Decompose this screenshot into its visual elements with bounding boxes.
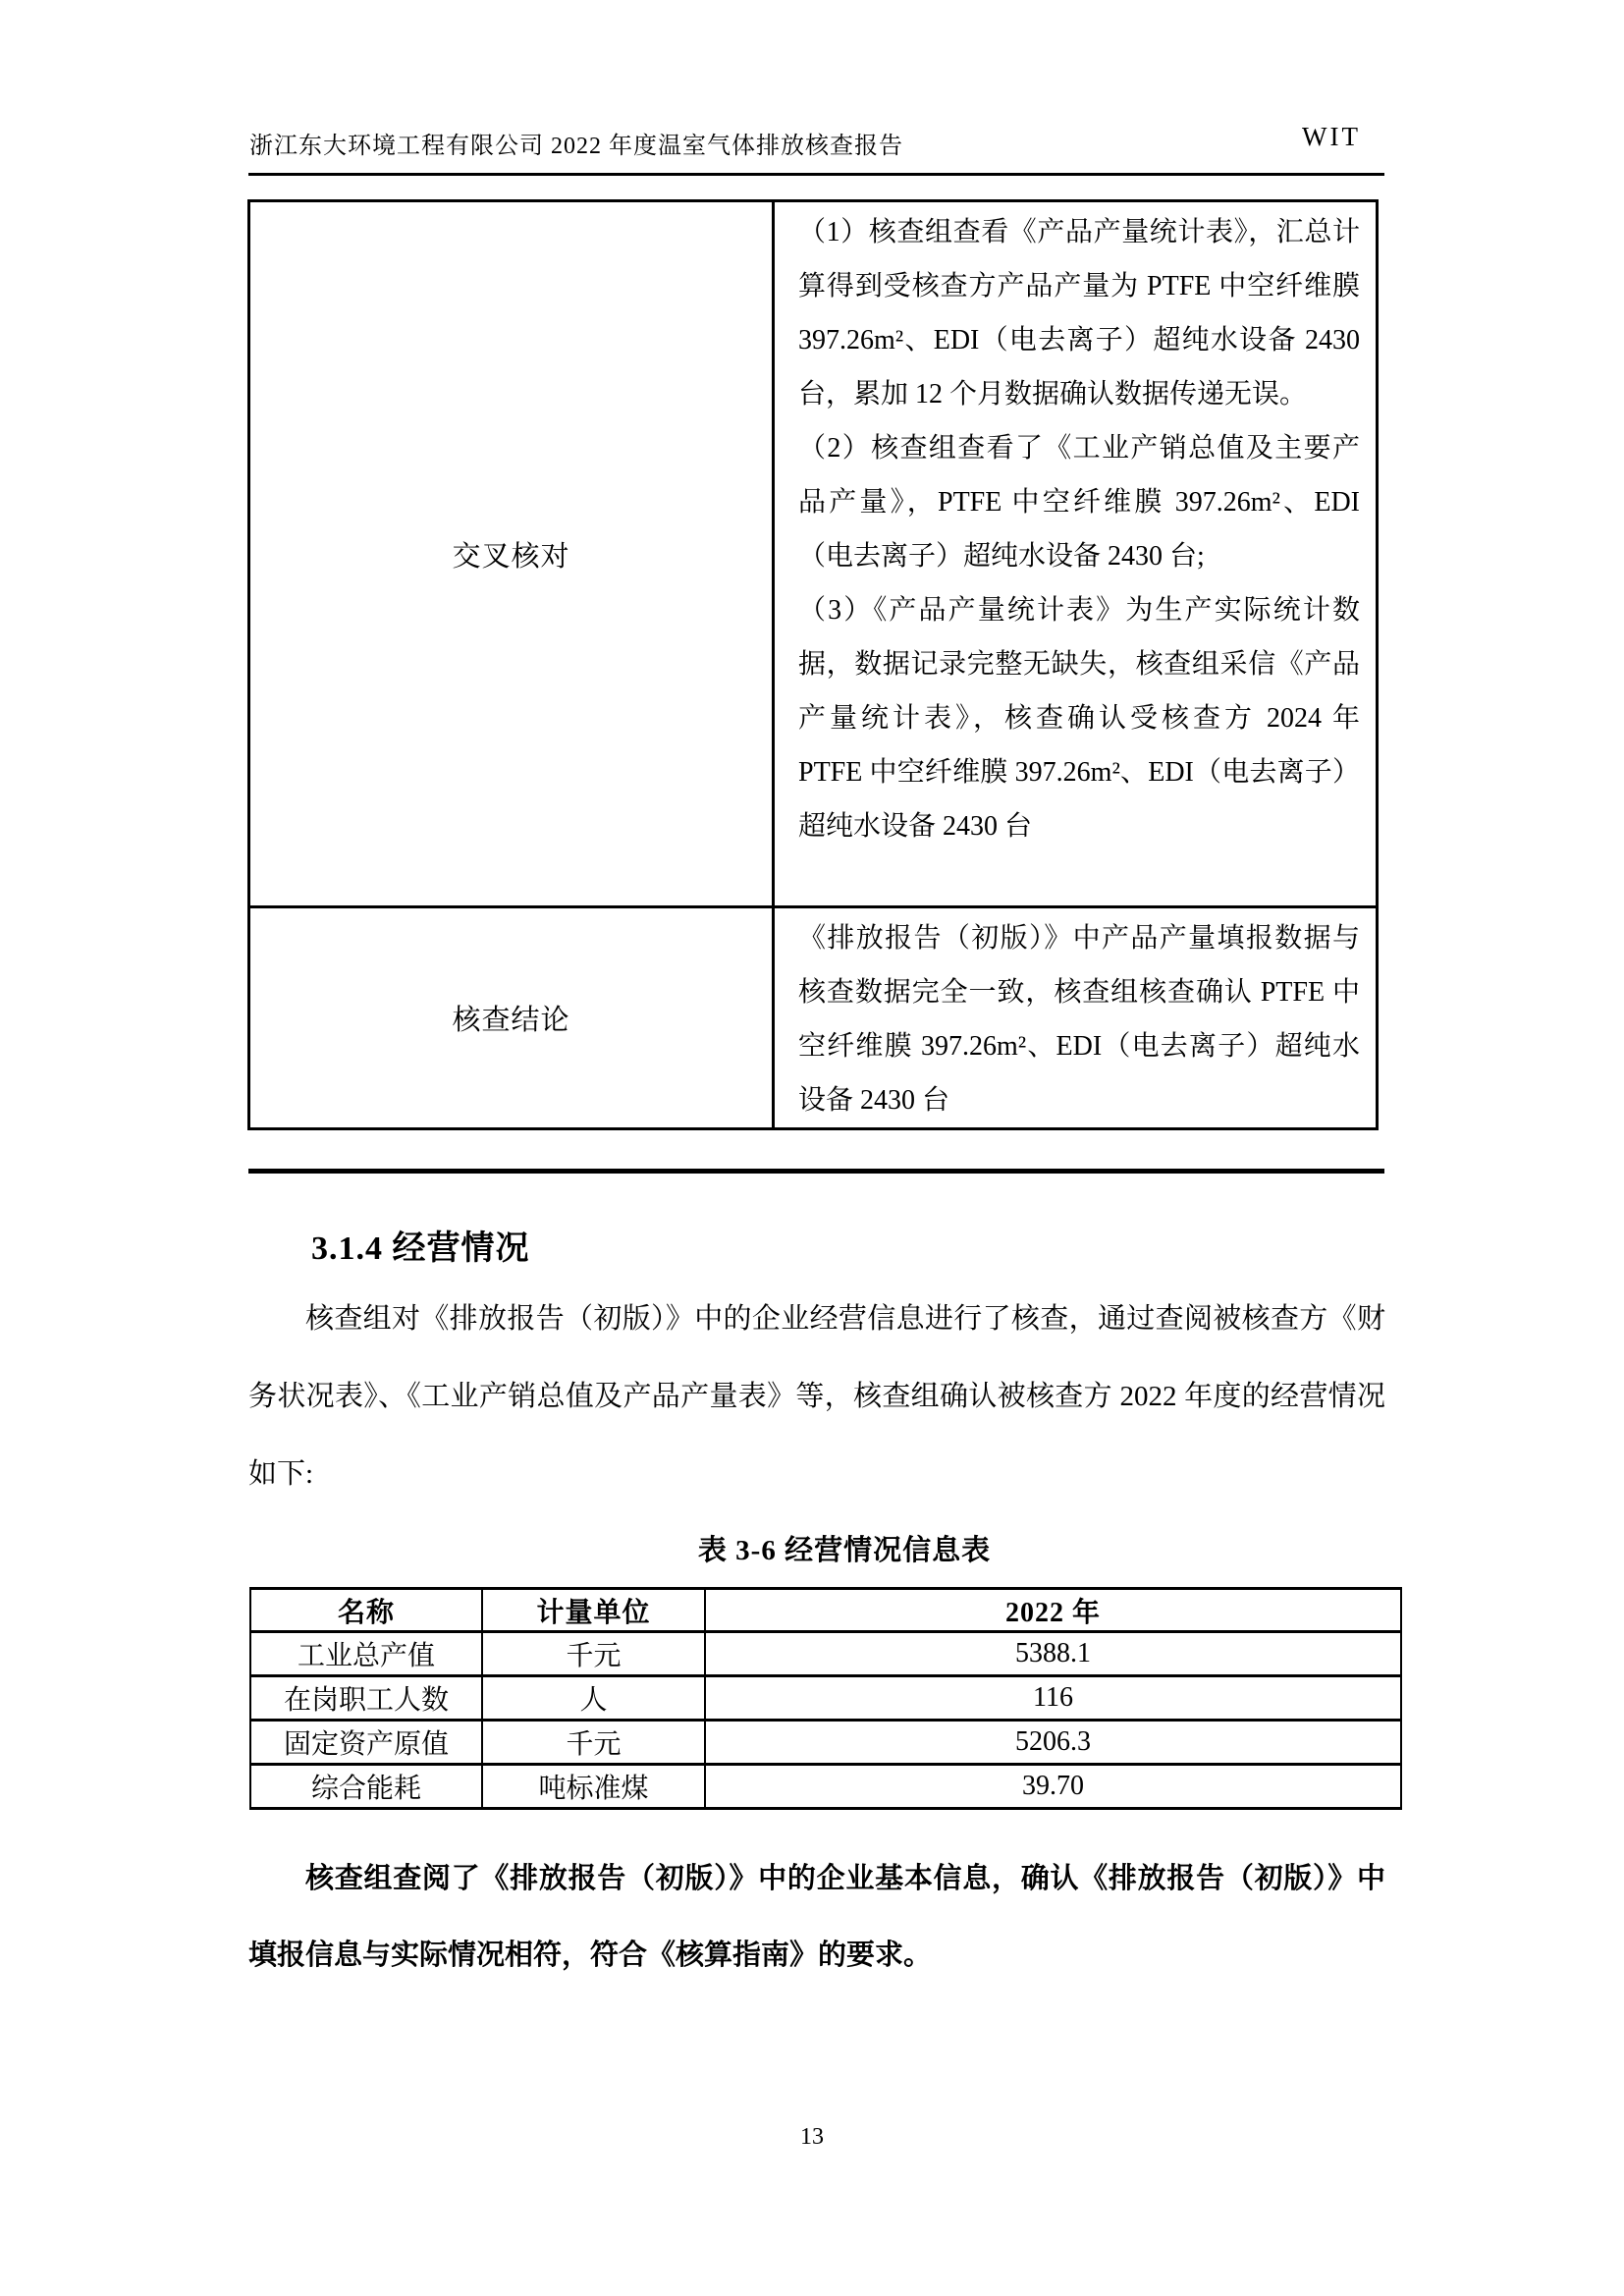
cell-value: 5388.1	[705, 1632, 1401, 1676]
cell-name: 在岗职工人数	[250, 1676, 482, 1721]
cell-value: 5206.3	[705, 1721, 1401, 1765]
table-row-cross-check	[249, 201, 1378, 907]
cell-value: 116	[705, 1676, 1401, 1721]
section-heading: 3.1.4 经营情况	[311, 1230, 530, 1267]
cell-name: 固定资产原值	[250, 1721, 482, 1765]
cell-name: 综合能耗	[250, 1765, 482, 1809]
table-row-employees	[250, 1676, 1401, 1721]
section-divider	[248, 1169, 1384, 1174]
cell-unit: 千元	[482, 1632, 705, 1676]
cell-value: 39.70	[705, 1765, 1401, 1809]
page-number: 13	[800, 2124, 824, 2150]
cross-check-paragraph-1: （1）核查组查看《产品产量统计表》，汇总计算得到受核查方产品产量为 PTFE 中空纤维膜 397.26m²、EDI（电去离子）超纯水设备 2430 台，累加 12 个月数据确认数据传递无误。	[798, 217, 1360, 410]
table-3-6-caption: 表 3-6 经营情况信息表	[697, 1535, 992, 1566]
conclusion-content-cell	[774, 907, 1378, 1129]
cross-check-content-cell	[774, 201, 1378, 907]
report-header-title: 浙江东大环境工程有限公司 2022 年度温室气体排放核查报告	[249, 134, 903, 159]
cross-check-paragraph-2: （2）核查组查看了《工业产销总值及主要产品产量》，PTFE 中空纤维膜 397.26m²、EDI（电去离子）超纯水设备 2430 台;	[798, 433, 1360, 572]
table-row-energy-consumption	[250, 1765, 1401, 1809]
cell-unit: 吨标准煤	[482, 1765, 705, 1809]
cell-name: 工业总产值	[250, 1632, 482, 1676]
cell-unit: 千元	[482, 1721, 705, 1765]
wit-logo: WIT	[1302, 122, 1361, 151]
header-divider	[248, 173, 1384, 176]
table-row-fixed-assets	[250, 1721, 1401, 1765]
closing-paragraph: 核查组查阅了《排放报告（初版）》中的企业基本信息，确认《排放报告（初版）》中填报信息与实际情况相符，符合《核算指南》的要求。	[248, 1863, 1385, 1971]
business-table-header-row	[250, 1589, 1401, 1632]
col-header-unit: 计量单位	[482, 1589, 705, 1632]
col-header-year: 2022 年	[705, 1589, 1401, 1632]
section-paragraph: 核查组对《排放报告（初版）》中的企业经营信息进行了核查，通过查阅被核查方《财务状况表》、《工业产销总值及产品产量表》等，核查组确认被核查方 2022 年度的经营情况如下:	[248, 1303, 1385, 1490]
cross-check-label: 交叉核对	[249, 201, 774, 907]
table-row-conclusion	[249, 907, 1378, 1129]
cell-unit: 人	[482, 1676, 705, 1721]
col-header-name: 名称	[250, 1589, 482, 1632]
business-info-table	[249, 1587, 1402, 1810]
cross-check-table	[247, 199, 1379, 1130]
table-row-industrial-output	[250, 1632, 1401, 1676]
cross-check-paragraph-3: （3）《产品产量统计表》为生产实际统计数据，数据记录完整无缺失，核查组采信《产品产量统计表》，核查确认受核查方 2024 年 PTFE 中空纤维膜 397.26m²、EDI（电去离子）超纯水设备 2430 台	[798, 595, 1360, 842]
conclusion-paragraph: 《排放报告（初版）》中产品产量填报数据与核查数据完全一致，核查组核查确认 PTFE 中空纤维膜 397.26m²、EDI（电去离子）超纯水设备 2430 台	[798, 923, 1360, 1116]
conclusion-label: 核查结论	[249, 907, 774, 1129]
